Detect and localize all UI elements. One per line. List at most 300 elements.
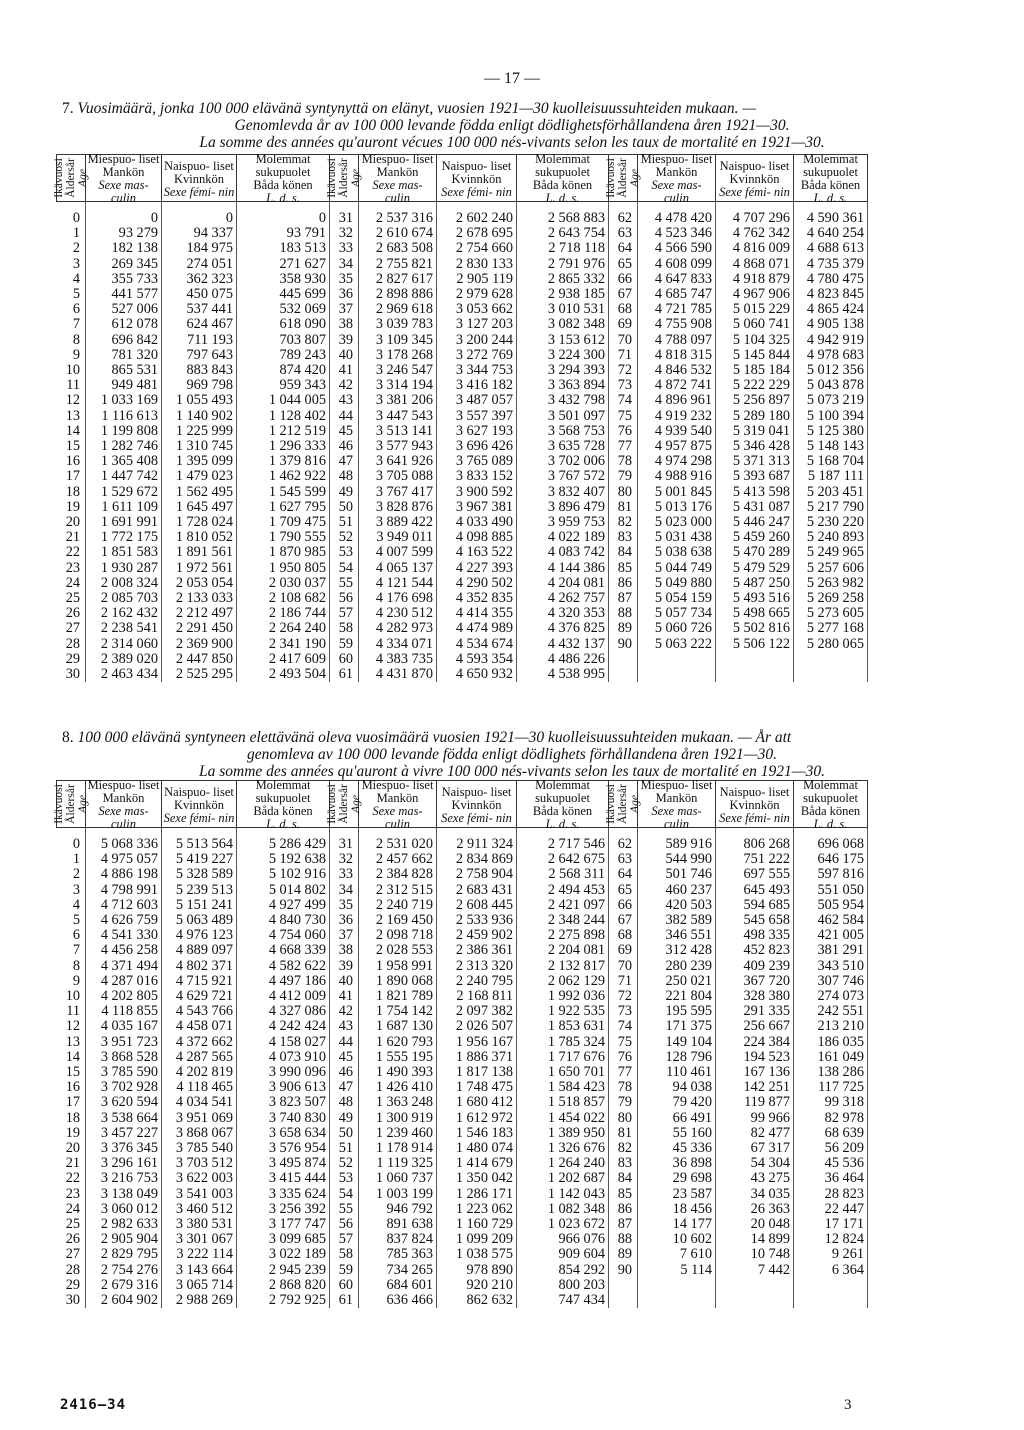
female-value-cell: 328 380: [716, 989, 794, 1004]
age-cell: 30: [57, 667, 86, 682]
male-column-header-text: [359, 152, 436, 205]
both-value-cell: 2 030 037: [237, 576, 330, 591]
male-value-cell: 501 746: [638, 867, 716, 882]
age-cell: 63: [609, 226, 638, 241]
female-value-cell: 3 627 193: [437, 424, 517, 439]
age-cell: 58: [330, 1247, 359, 1262]
male-value-cell: 4 566 590: [638, 241, 716, 256]
table-row: [57, 1065, 868, 1080]
male-value-cell: 781 320: [86, 348, 162, 363]
male-value-cell: [638, 652, 716, 667]
age-header-fi: Ikävuosi: [605, 158, 617, 198]
male-value-cell: 269 345: [86, 257, 162, 272]
female-value-cell: 99 966: [716, 1111, 794, 1126]
male-value-cell: 2 169 450: [359, 913, 437, 928]
both-value-cell: 4 073 910: [237, 1050, 330, 1065]
age-cell: 32: [330, 226, 359, 241]
both-value-cell: 2 186 744: [237, 606, 330, 621]
male-value-cell: 4 846 532: [638, 363, 716, 378]
both-value-cell: 274 073: [794, 989, 868, 1004]
both-value-cell: [794, 1293, 868, 1308]
both-value-cell: 82 978: [794, 1111, 868, 1126]
both-value-cell: 4 242 424: [237, 1019, 330, 1034]
age-cell: 46: [330, 1065, 359, 1080]
table-row: [57, 652, 868, 667]
female-value-cell: 1 886 371: [437, 1050, 517, 1065]
female-value-cell: 2 459 902: [437, 928, 517, 943]
female-value-cell: 450 075: [162, 287, 237, 302]
male-value-cell: 1 529 672: [86, 485, 162, 500]
male-column-header: [638, 778, 716, 831]
age-cell: 12: [57, 1019, 86, 1034]
male-value-cell: 5 049 880: [638, 576, 716, 591]
female-column-header-fi: Naispuo- liset: [441, 784, 512, 799]
female-value-cell: 119 877: [716, 1095, 794, 1110]
male-column-header-fr: Sexe mas- culin: [372, 804, 423, 831]
male-value-cell: 2 905 904: [86, 1232, 162, 1247]
age-cell: 25: [57, 591, 86, 606]
both-value-cell: 2 341 190: [237, 637, 330, 652]
age-cell: 33: [330, 241, 359, 256]
both-value-cell: 1 462 922: [237, 469, 330, 484]
table-row: [57, 469, 868, 484]
female-value-cell: 4 802 371: [162, 959, 237, 974]
age-cell: 5: [57, 287, 86, 302]
male-value-cell: 3 828 876: [359, 500, 437, 515]
female-value-cell: 5 502 816: [716, 621, 794, 636]
age-cell: 70: [609, 333, 638, 348]
age-cell: 48: [330, 1095, 359, 1110]
male-value-cell: 2 314 060: [86, 637, 162, 652]
male-value-cell: 312 428: [638, 943, 716, 958]
age-cell: 85: [609, 561, 638, 576]
female-column-header-sv: Kvinnkön: [451, 797, 502, 812]
age-cell: 23: [57, 561, 86, 576]
female-value-cell: 142 251: [716, 1080, 794, 1095]
table-row: [57, 913, 868, 928]
age-cell: 56: [330, 591, 359, 606]
male-value-cell: 94 038: [638, 1080, 716, 1095]
table-row: [57, 317, 868, 332]
female-value-cell: 3 487 057: [437, 393, 517, 408]
both-value-cell: 1 389 950: [517, 1126, 609, 1141]
female-value-cell: 194 523: [716, 1050, 794, 1065]
female-value-cell: 1 350 042: [437, 1171, 517, 1186]
female-value-cell: 5 145 844: [716, 348, 794, 363]
male-value-cell: 36 898: [638, 1156, 716, 1171]
table-row: [57, 852, 868, 867]
age-cell: 20: [57, 515, 86, 530]
age-cell: [609, 652, 638, 667]
male-value-cell: 182 138: [86, 241, 162, 256]
both-value-cell: 5 257 606: [794, 561, 868, 576]
male-value-cell: 2 008 324: [86, 576, 162, 591]
female-value-cell: 5 151 241: [162, 898, 237, 913]
female-value-cell: 1 055 493: [162, 393, 237, 408]
both-sexes-column-header-fi: Molemmat sukupuolet: [803, 152, 858, 179]
age-cell: 36: [330, 287, 359, 302]
both-sexes-column-header: [237, 778, 330, 831]
both-value-cell: 5 230 220: [794, 515, 868, 530]
male-column-header-fr: Sexe mas- culin: [98, 178, 149, 205]
age-cell: 46: [330, 439, 359, 454]
age-cell: 36: [330, 913, 359, 928]
both-value-cell: 45 536: [794, 1156, 868, 1171]
both-value-cell: 68 639: [794, 1126, 868, 1141]
male-value-cell: 195 595: [638, 1004, 716, 1019]
age-header-fi: Ikävuosi: [605, 784, 617, 824]
female-value-cell: 4 715 921: [162, 974, 237, 989]
male-value-cell: 14 177: [638, 1217, 716, 1232]
male-value-cell: 1 426 410: [359, 1080, 437, 1095]
male-value-cell: 1 365 408: [86, 454, 162, 469]
age-header-text: [326, 158, 362, 198]
both-value-cell: 4 538 995: [517, 667, 609, 682]
female-value-cell: 2 988 269: [162, 1293, 237, 1308]
male-value-cell: 1 282 746: [86, 439, 162, 454]
both-value-cell: 381 291: [794, 943, 868, 958]
male-value-cell: 4 383 735: [359, 652, 437, 667]
both-value-cell: 3 010 531: [517, 302, 609, 317]
both-value-cell: 2 132 817: [517, 959, 609, 974]
female-value-cell: 2 683 431: [437, 883, 517, 898]
male-column-header-text: [638, 778, 715, 831]
table-row: [57, 1156, 868, 1171]
age-cell: 45: [330, 424, 359, 439]
male-value-cell: 3 216 753: [86, 1171, 162, 1186]
female-value-cell: 291 335: [716, 1004, 794, 1019]
female-value-cell: 1 160 729: [437, 1217, 517, 1232]
both-value-cell: 2 792 925: [237, 1293, 330, 1308]
female-value-cell: 4 033 490: [437, 515, 517, 530]
both-value-cell: 2 264 240: [237, 621, 330, 636]
female-value-cell: 2 979 628: [437, 287, 517, 302]
both-value-cell: 3 823 507: [237, 1095, 330, 1110]
both-value-cell: 1 709 475: [237, 515, 330, 530]
age-cell: 24: [57, 576, 86, 591]
age-header-fr: Age: [350, 169, 362, 187]
female-value-cell: 797 643: [162, 348, 237, 363]
female-value-cell: 4 967 906: [716, 287, 794, 302]
male-value-cell: 3 039 783: [359, 317, 437, 332]
male-value-cell: 1 060 737: [359, 1171, 437, 1186]
male-column-header-fr: Sexe mas- culin: [651, 804, 702, 831]
age-header-fi: Ikävuosi: [53, 158, 65, 198]
female-column-header-text: [437, 781, 516, 827]
age-cell: 89: [609, 621, 638, 636]
male-value-cell: 4 647 833: [638, 272, 716, 287]
both-sexes-column-header: [794, 152, 868, 205]
age-cell: 34: [330, 257, 359, 272]
both-value-cell: 0: [237, 211, 330, 226]
section-7-title-fr: La somme des années qu'auront vécues 100 000 nés-vivants selon les taux de mortalité en 1921—30.: [199, 134, 825, 151]
female-value-cell: 3 301 067: [162, 1232, 237, 1247]
age-cell: 70: [609, 959, 638, 974]
age-cell: 8: [57, 333, 86, 348]
both-value-cell: 421 005: [794, 928, 868, 943]
female-value-cell: 4 474 989: [437, 621, 517, 636]
male-value-cell: 2 898 886: [359, 287, 437, 302]
both-value-cell: 2 348 244: [517, 913, 609, 928]
male-value-cell: 5 057 734: [638, 606, 716, 621]
both-value-cell: 3 363 894: [517, 378, 609, 393]
female-value-cell: 3 541 003: [162, 1187, 237, 1202]
female-value-cell: 3 785 540: [162, 1141, 237, 1156]
male-value-cell: 1 003 199: [359, 1187, 437, 1202]
male-value-cell: 785 363: [359, 1247, 437, 1262]
female-value-cell: 43 275: [716, 1171, 794, 1186]
both-value-cell: 1 202 687: [517, 1171, 609, 1186]
male-column-header-sv: Mankön: [102, 791, 145, 805]
female-value-cell: 2 905 119: [437, 272, 517, 287]
age-cell: 25: [57, 1217, 86, 1232]
table-row: [57, 959, 868, 974]
age-cell: 59: [330, 1263, 359, 1278]
male-value-cell: 4 896 961: [638, 393, 716, 408]
both-value-cell: 1 785 324: [517, 1035, 609, 1050]
female-value-cell: 82 477: [716, 1126, 794, 1141]
female-value-cell: 452 823: [716, 943, 794, 958]
male-value-cell: 3 376 345: [86, 1141, 162, 1156]
age-cell: 39: [330, 333, 359, 348]
both-value-cell: 2 494 453: [517, 883, 609, 898]
both-sexes-column-header-fi: Molemmat sukupuolet: [255, 778, 311, 805]
male-value-cell: 2 238 541: [86, 621, 162, 636]
both-value-cell: [794, 1278, 868, 1293]
female-value-cell: 862 632: [437, 1293, 517, 1308]
male-column-header: [359, 152, 437, 205]
both-value-cell: 4 865 424: [794, 302, 868, 317]
female-value-cell: 969 798: [162, 378, 237, 393]
age-cell: 86: [609, 1202, 638, 1217]
both-value-cell: 93 791: [237, 226, 330, 241]
age-header-text: [326, 784, 362, 824]
female-value-cell: 3 967 381: [437, 500, 517, 515]
both-sexes-column-header-text: [237, 152, 329, 205]
male-value-cell: 544 990: [638, 852, 716, 867]
female-value-cell: 2 026 507: [437, 1019, 517, 1034]
table-row: [57, 867, 868, 882]
age-cell: [609, 1293, 638, 1308]
both-value-cell: 789 243: [237, 348, 330, 363]
female-value-cell: 920 210: [437, 1278, 517, 1293]
both-value-cell: 117 725: [794, 1080, 868, 1095]
age-cell: 0: [57, 837, 86, 852]
age-cell: 57: [330, 1232, 359, 1247]
age-cell: 89: [609, 1247, 638, 1262]
both-value-cell: 1 790 555: [237, 530, 330, 545]
age-cell: 65: [609, 257, 638, 272]
age-cell: 23: [57, 1187, 86, 1202]
both-sexes-column-header-fi: Molemmat sukupuolet: [803, 778, 858, 805]
female-column-header-fr: Sexe fémi- nin: [719, 184, 790, 199]
both-sexes-column-header-sv: Båda könen: [800, 178, 861, 192]
age-cell: 88: [609, 1232, 638, 1247]
age-cell: 7: [57, 943, 86, 958]
female-column-header-sv: Kvinnkön: [729, 171, 780, 186]
female-value-cell: 3 765 089: [437, 454, 517, 469]
both-value-cell: 213 210: [794, 1019, 868, 1034]
both-value-cell: 1 545 599: [237, 485, 330, 500]
female-value-cell: 751 222: [716, 852, 794, 867]
female-value-cell: 224 384: [716, 1035, 794, 1050]
age-cell: 82: [609, 1141, 638, 1156]
female-value-cell: 4 976 123: [162, 928, 237, 943]
male-value-cell: 696 842: [86, 333, 162, 348]
age-cell: 40: [330, 974, 359, 989]
age-cell: 6: [57, 928, 86, 943]
age-cell: 41: [330, 363, 359, 378]
age-header-sv: Åldersår: [65, 158, 77, 198]
male-value-cell: 2 162 432: [86, 606, 162, 621]
age-cell: 31: [330, 211, 359, 226]
male-value-cell: 4 685 747: [638, 287, 716, 302]
both-sexes-column-header-fr: L. d. s.: [266, 817, 300, 831]
both-value-cell: 3 495 874: [237, 1156, 330, 1171]
female-value-cell: 1 310 745: [162, 439, 237, 454]
age-cell: 73: [609, 1004, 638, 1019]
age-cell: 14: [57, 1050, 86, 1065]
male-column-header-fi: Miespuo- liset: [640, 778, 713, 792]
table-row: [57, 378, 868, 393]
table-row: [57, 439, 868, 454]
both-sexes-column-header-text: [517, 152, 608, 205]
both-value-cell: 1 082 348: [517, 1202, 609, 1217]
both-sexes-column-header: [517, 152, 609, 205]
age-cell: 59: [330, 637, 359, 652]
female-value-cell: 2 133 033: [162, 591, 237, 606]
both-value-cell: 183 513: [237, 241, 330, 256]
age-cell: 2: [57, 241, 86, 256]
both-value-cell: 4 823 845: [794, 287, 868, 302]
table-section-7: [53, 152, 868, 683]
male-value-cell: 949 481: [86, 378, 162, 393]
male-value-cell: 18 456: [638, 1202, 716, 1217]
female-value-cell: 2 608 445: [437, 898, 517, 913]
female-value-cell: 978 890: [437, 1263, 517, 1278]
age-cell: 85: [609, 1187, 638, 1202]
age-cell: 64: [609, 867, 638, 882]
female-column-header-fr: Sexe fémi- nin: [719, 810, 790, 825]
female-value-cell: 3 951 069: [162, 1111, 237, 1126]
female-value-cell: 5 506 122: [716, 637, 794, 652]
table-row: [57, 837, 868, 852]
table-row: [57, 974, 868, 989]
male-value-cell: 5 068 336: [86, 837, 162, 852]
both-value-cell: 1 326 676: [517, 1141, 609, 1156]
age-cell: 75: [609, 409, 638, 424]
age-cell: 68: [609, 302, 638, 317]
male-value-cell: 3 785 590: [86, 1065, 162, 1080]
male-value-cell: 4 988 916: [638, 469, 716, 484]
both-value-cell: 5 012 356: [794, 363, 868, 378]
both-value-cell: 4 083 742: [517, 545, 609, 560]
both-value-cell: 1 584 423: [517, 1080, 609, 1095]
male-value-cell: 1 772 175: [86, 530, 162, 545]
female-value-cell: 1 645 497: [162, 500, 237, 515]
age-cell: 83: [609, 1156, 638, 1171]
age-cell: 53: [330, 1171, 359, 1186]
age-cell: 71: [609, 974, 638, 989]
table-row: [57, 1141, 868, 1156]
both-value-cell: [794, 667, 868, 682]
both-value-cell: 3 658 634: [237, 1126, 330, 1141]
table-row: [57, 485, 868, 500]
age-cell: 75: [609, 1035, 638, 1050]
table-row: [57, 1019, 868, 1034]
female-column-header-fi: Naispuo- liset: [719, 784, 790, 799]
male-value-cell: 4 371 494: [86, 959, 162, 974]
female-column-header-text: [162, 781, 236, 827]
table-row: [57, 943, 868, 958]
female-value-cell: 1 038 575: [437, 1247, 517, 1262]
both-value-cell: 505 954: [794, 898, 868, 913]
female-value-cell: 4 227 393: [437, 561, 517, 576]
male-value-cell: 4 957 875: [638, 439, 716, 454]
both-value-cell: 1 717 676: [517, 1050, 609, 1065]
female-value-cell: 5 060 741: [716, 317, 794, 332]
age-cell: 5: [57, 913, 86, 928]
male-value-cell: 5 063 222: [638, 637, 716, 652]
both-value-cell: 4 640 254: [794, 226, 868, 241]
age-cell: 66: [609, 272, 638, 287]
age-header-fr: Age: [77, 795, 89, 813]
table-row: [57, 1247, 868, 1262]
age-cell: 65: [609, 883, 638, 898]
female-value-cell: 5 222 229: [716, 378, 794, 393]
male-value-cell: 2 754 276: [86, 1263, 162, 1278]
female-value-cell: 67 317: [716, 1141, 794, 1156]
both-value-cell: 909 604: [517, 1247, 609, 1262]
female-value-cell: 5 493 516: [716, 591, 794, 606]
female-column-header-text: [162, 155, 236, 201]
both-value-cell: 1 128 402: [237, 409, 330, 424]
female-value-cell: 3 200 244: [437, 333, 517, 348]
male-value-cell: 250 021: [638, 974, 716, 989]
both-value-cell: 5 217 790: [794, 500, 868, 515]
age-header-fr: Age: [350, 795, 362, 813]
female-value-cell: 2 834 869: [437, 852, 517, 867]
female-column-header: [716, 781, 794, 828]
age-cell: 4: [57, 272, 86, 287]
both-sexes-column-header: [794, 778, 868, 831]
age-cell: 16: [57, 454, 86, 469]
both-sexes-column-header-text: [794, 152, 867, 205]
page-number: — 17 —: [484, 70, 540, 87]
both-value-cell: 703 807: [237, 333, 330, 348]
both-sexes-column-header-fr: L. d. s.: [813, 817, 848, 831]
age-cell: 11: [57, 378, 86, 393]
age-header-sv: Åldersår: [617, 158, 629, 198]
age-cell: 53: [330, 545, 359, 560]
both-value-cell: 3 022 189: [237, 1247, 330, 1262]
male-value-cell: 4 523 346: [638, 226, 716, 241]
both-value-cell: 2 868 820: [237, 1278, 330, 1293]
male-column-header: [86, 152, 162, 205]
male-value-cell: 4 919 232: [638, 409, 716, 424]
both-value-cell: 5 240 893: [794, 530, 868, 545]
male-value-cell: 946 792: [359, 1202, 437, 1217]
both-value-cell: 242 551: [794, 1004, 868, 1019]
both-value-cell: 3 896 479: [517, 500, 609, 515]
male-column-header-sv: Mankön: [376, 165, 419, 179]
female-value-cell: 4 414 355: [437, 606, 517, 621]
age-cell: 58: [330, 621, 359, 636]
male-value-cell: 2 755 821: [359, 257, 437, 272]
age-cell: 64: [609, 241, 638, 256]
age-cell: 55: [330, 576, 359, 591]
table-row: [57, 989, 868, 1004]
